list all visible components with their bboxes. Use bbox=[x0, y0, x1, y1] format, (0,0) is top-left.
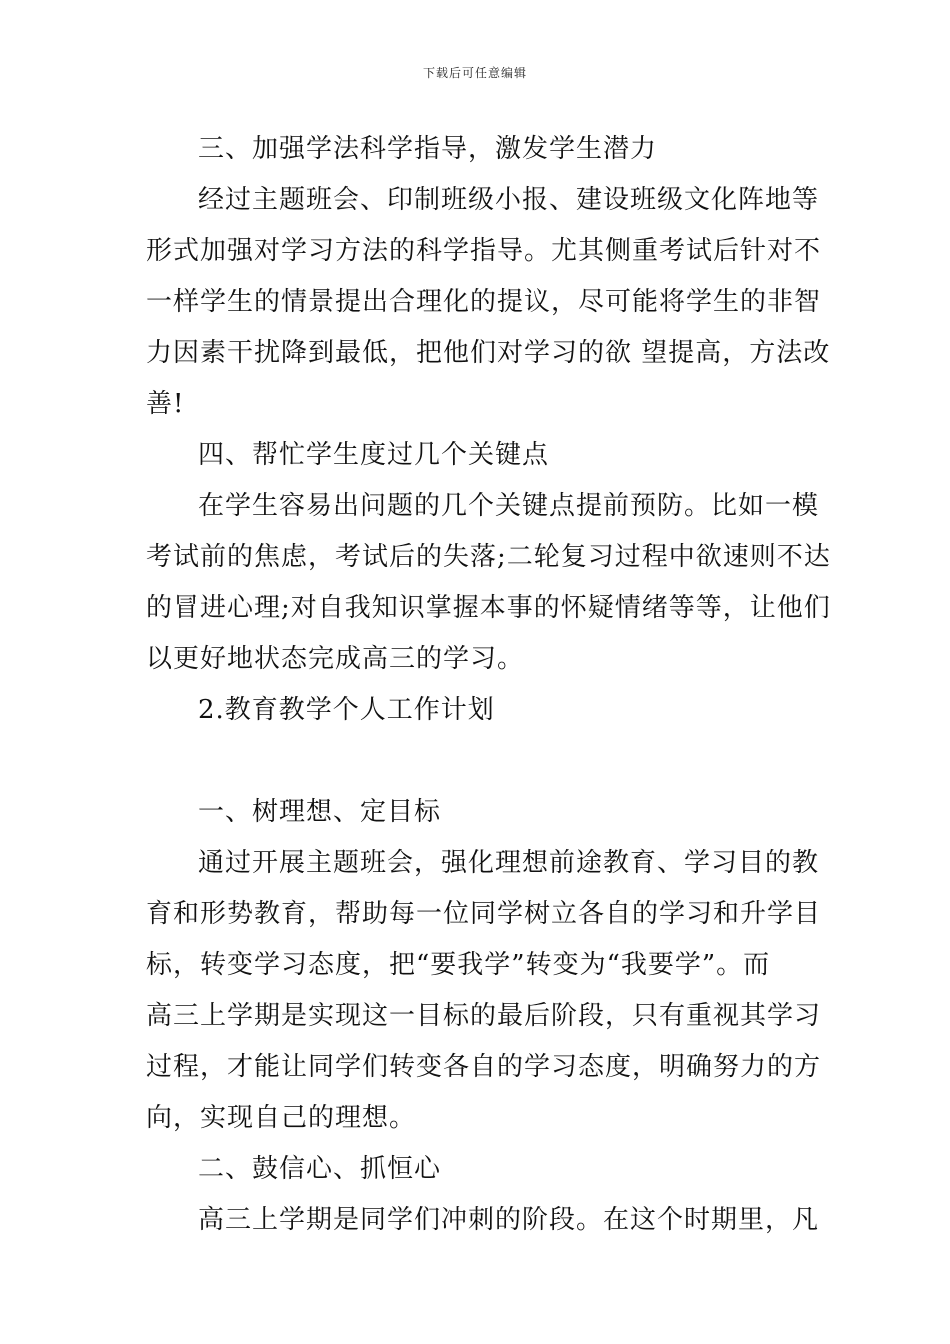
paragraph-line: 高三上学期是同学们冲刺的阶段。在这个时期里，凡 bbox=[198, 1205, 820, 1235]
paragraph-line: 力因素干扰降到最低，把他们对学习的欲 望提高，方法改 bbox=[146, 338, 831, 368]
paragraph-line: 善! bbox=[146, 389, 185, 419]
paragraph-line: 高三上学期是实现这一目标的最后阶段，只有重视其学习 bbox=[146, 1001, 822, 1031]
section-heading-2: 二、鼓信心、抓恒心 bbox=[198, 1154, 442, 1184]
paragraph-line: 过程，才能让同学们转变各自的学习态度，明确努力的方 bbox=[146, 1052, 822, 1082]
paragraph-line: 向，实现自己的理想。 bbox=[146, 1103, 417, 1133]
blank-line bbox=[146, 736, 806, 787]
document-body bbox=[146, 124, 831, 1246]
page-header: 下载后可任意编辑 bbox=[422, 66, 527, 80]
paragraph-line: 形式加强对学习方法的科学指导。尤其侧重考试后针对不 bbox=[146, 236, 822, 266]
paragraph-line: 通过开展主题班会，强化理想前途教育、学习目的教 bbox=[198, 848, 820, 878]
paragraph-line: 育和形势教育，帮助每一位同学树立各自的学习和升学目 bbox=[146, 899, 822, 929]
paragraph-line: 在学生容易出问题的几个关键点提前预防。比如一模 bbox=[198, 491, 820, 521]
section-heading-3: 三、加强学法科学指导，激发学生潜力 bbox=[198, 134, 658, 164]
document-title: 2.教育教学个人工作计划 bbox=[198, 695, 495, 725]
paragraph-line: 以更好地状态完成高三的学习。 bbox=[146, 644, 525, 674]
section-heading-4: 四、帮忙学生度过几个关键点 bbox=[198, 440, 550, 470]
paragraph-line: 的冒进心理;对自我知识掌握本事的怀疑情绪等等，让他们 bbox=[146, 593, 831, 623]
paragraph-line: 经过主题班会、印制班级小报、建设班级文化阵地等 bbox=[198, 185, 820, 215]
paragraph-line: 标，转变学习态度，把“要我学”转变为“我要学”。而 bbox=[146, 950, 771, 980]
paragraph-line: 一样学生的情景提出合理化的提议，尽可能将学生的非智 bbox=[146, 287, 822, 317]
section-heading-1: 一、树理想、定目标 bbox=[198, 797, 442, 827]
paragraph-line: 考试前的焦虑，考试后的失落;二轮复习过程中欲速则不达 bbox=[146, 542, 831, 572]
